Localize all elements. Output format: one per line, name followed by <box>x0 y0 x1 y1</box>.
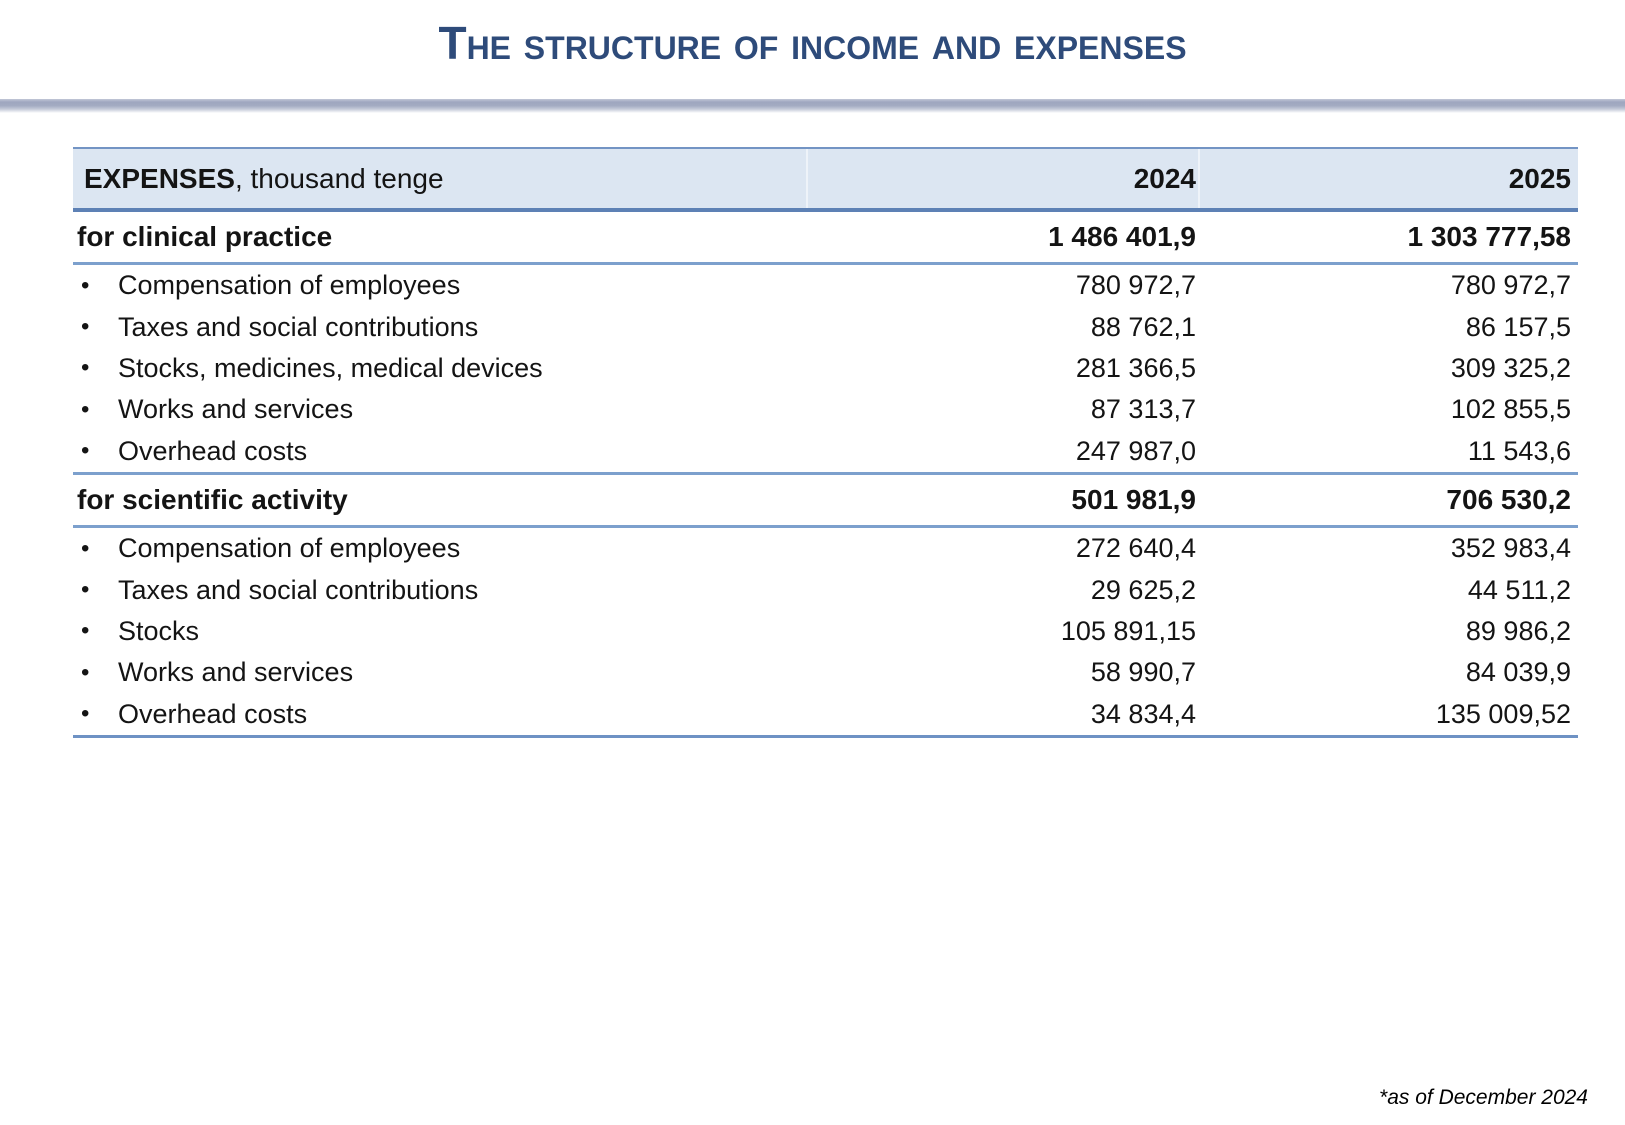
item-label: Taxes and social contributions <box>118 311 479 342</box>
title-divider-bar <box>0 99 1625 113</box>
section-value-2024: 1 486 401,9 <box>1048 221 1196 252</box>
value-2025: 86 157,5 <box>1465 311 1571 342</box>
value-2024: 29 625,2 <box>1090 574 1196 605</box>
section-name: for scientific activity <box>77 483 348 515</box>
item-label: Works and services <box>118 394 354 425</box>
footnote: *as of December 2024 <box>1379 1086 1588 1109</box>
table-row <box>73 389 1578 430</box>
value-2024: 247 987,0 <box>1075 435 1196 466</box>
bullet-icon: • <box>81 354 90 382</box>
table-row <box>73 431 1578 472</box>
value-2025: 352 983,4 <box>1450 533 1571 564</box>
bullet-icon: • <box>81 617 90 645</box>
item-label: Compensation of employees <box>118 270 461 301</box>
section-value-2024: 501 981,9 <box>1071 483 1196 515</box>
value-2025: 309 325,2 <box>1450 352 1571 383</box>
bullet-icon: • <box>81 534 90 562</box>
expenses-table <box>73 147 1578 738</box>
value-2025: 780 972,7 <box>1450 270 1571 301</box>
section-row-scientific <box>73 472 1578 528</box>
value-2024: 34 834,4 <box>1090 698 1196 729</box>
value-2024: 87 313,7 <box>1090 394 1196 425</box>
item-label: Works and services <box>118 657 354 688</box>
table-row <box>73 611 1578 652</box>
item-label: Overhead costs <box>118 698 308 729</box>
table-row <box>73 694 1578 735</box>
item-label: Overhead costs <box>118 435 308 466</box>
bullet-icon: • <box>81 658 90 686</box>
section-name: for clinical practice <box>77 221 333 252</box>
table-row <box>73 652 1578 693</box>
item-label: Stocks <box>118 615 200 646</box>
value-2025: 84 039,9 <box>1465 657 1571 688</box>
scientific-items <box>73 528 1578 738</box>
item-label: Taxes and social contributions <box>118 574 479 605</box>
table-row <box>73 348 1578 389</box>
clinical-items <box>73 265 1578 472</box>
header-expenses-label <box>73 163 806 195</box>
table-header-row <box>73 147 1578 212</box>
header-units-text: , thousand tenge <box>234 162 444 194</box>
bullet-icon: • <box>81 576 90 604</box>
value-2025: 11 543,6 <box>1467 435 1571 466</box>
value-2025: 89 986,2 <box>1465 615 1571 646</box>
value-2024: 105 891,15 <box>1060 615 1196 646</box>
value-2024: 272 640,4 <box>1075 533 1196 564</box>
value-2024: 88 762,1 <box>1090 311 1196 342</box>
table-row <box>73 265 1578 306</box>
header-col-2024: 2024 <box>806 149 1198 208</box>
item-label: Stocks, medicines, medical devices <box>118 352 543 383</box>
header-col-2025: 2025 <box>1198 149 1578 208</box>
header-expenses-word: EXPENSES <box>84 162 235 194</box>
item-label: Compensation of employees <box>118 533 461 564</box>
value-2024: 58 990,7 <box>1090 657 1196 688</box>
bullet-icon: • <box>81 437 90 465</box>
value-2025: 135 009,52 <box>1435 698 1571 729</box>
bullet-icon: • <box>81 395 90 423</box>
value-2024: 780 972,7 <box>1075 270 1196 301</box>
section-value-2025: 706 530,2 <box>1446 483 1571 515</box>
value-2025: 102 855,5 <box>1450 394 1571 425</box>
section-value-2025: 1 303 777,58 <box>1407 221 1571 252</box>
value-2024: 281 366,5 <box>1075 352 1196 383</box>
value-2025: 44 511,2 <box>1467 574 1571 605</box>
table-row <box>73 528 1578 569</box>
bullet-icon: • <box>81 271 90 299</box>
table-row <box>73 569 1578 610</box>
section-row-clinical <box>73 212 1578 265</box>
page-title: The structure of income and expenses <box>438 17 1187 69</box>
bullet-icon: • <box>81 313 90 341</box>
table-row <box>73 306 1578 347</box>
bullet-icon: • <box>81 700 90 728</box>
